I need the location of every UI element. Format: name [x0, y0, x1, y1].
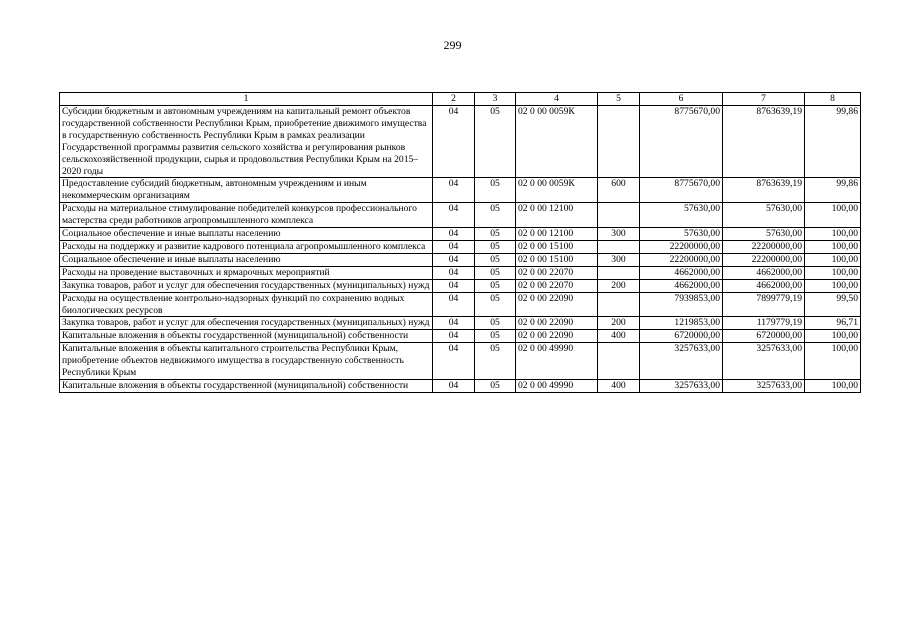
row-section: 04: [433, 330, 475, 343]
row-subsection: 05: [475, 379, 516, 392]
table-row: [60, 292, 861, 317]
row-executed: 22200000,00: [723, 240, 805, 253]
row-name: Расходы на проведение выставочных и ярмарочных мероприятий: [60, 266, 433, 279]
row-expense-type: 600: [598, 178, 640, 203]
row-expense-type: [598, 203, 640, 228]
row-planned: 4662000,00: [640, 279, 723, 292]
row-target-code: 02 0 00 49990: [516, 343, 598, 380]
row-planned: 8775670,00: [640, 178, 723, 203]
row-name: Расходы на осуществление контрольно-надзорных функций по сохранению водных биологических ресурсов: [60, 292, 433, 317]
row-percent: 100,00: [805, 379, 861, 392]
table-row: [60, 330, 861, 343]
column-header-7: 7: [723, 93, 805, 106]
row-name: Субсидии бюджетным и автономным учреждениям на капитальный ремонт объектов государственной собственности Республики Крым, приобретение движимого имущества в государственную собственность Республики Крым в рамках реализации Государственной программы развития сельского хозяйства и регулирования рынков сельскохозяйственной продукции, сырья и продовольствия Республики Крым на 2015–2020 годы: [60, 106, 433, 178]
row-name: Расходы на материальное стимулирование победителей конкурсов профессионального мастерства среди работников агропромышленного комплекса: [60, 203, 433, 228]
row-expense-type: [598, 292, 640, 317]
row-executed: 8763639,19: [723, 106, 805, 178]
row-name: Капитальные вложения в объекты государственной (муниципальной) собственности: [60, 379, 433, 392]
row-executed: 4662000,00: [723, 279, 805, 292]
row-section: 04: [433, 292, 475, 317]
row-subsection: 05: [475, 253, 516, 266]
row-subsection: 05: [475, 330, 516, 343]
row-percent: 100,00: [805, 330, 861, 343]
row-expense-type: [598, 266, 640, 279]
row-expense-type: 200: [598, 279, 640, 292]
column-header-4: 4: [516, 93, 598, 106]
row-percent: 100,00: [805, 203, 861, 228]
column-header-3: 3: [475, 93, 516, 106]
row-executed: 57630,00: [723, 228, 805, 241]
row-expense-type: 400: [598, 379, 640, 392]
column-header-6: 6: [640, 93, 723, 106]
row-name: Предоставление субсидий бюджетным, автономным учреждениям и иным некоммерческим организациям: [60, 178, 433, 203]
row-subsection: 05: [475, 279, 516, 292]
row-subsection: 05: [475, 317, 516, 330]
row-subsection: 05: [475, 106, 516, 178]
table-row: [60, 106, 861, 178]
table-row: [60, 253, 861, 266]
table-row: [60, 203, 861, 228]
row-executed: 1179779,19: [723, 317, 805, 330]
row-planned: 3257633,00: [640, 379, 723, 392]
budget-table: [59, 92, 861, 393]
row-percent: 100,00: [805, 343, 861, 380]
row-executed: 8763639,19: [723, 178, 805, 203]
row-name: Расходы на поддержку и развитие кадрового потенциала агропромышленного комплекса: [60, 240, 433, 253]
row-subsection: 05: [475, 240, 516, 253]
row-target-code: 02 0 00 22090: [516, 317, 598, 330]
row-planned: 8775670,00: [640, 106, 723, 178]
row-target-code: 02 0 00 0059К: [516, 178, 598, 203]
row-section: 04: [433, 317, 475, 330]
column-header-5: 5: [598, 93, 640, 106]
row-executed: 3257633,00: [723, 379, 805, 392]
table-row: [60, 379, 861, 392]
table-row: [60, 240, 861, 253]
row-percent: 99,86: [805, 106, 861, 178]
row-planned: 7939853,00: [640, 292, 723, 317]
row-target-code: 02 0 00 22090: [516, 330, 598, 343]
row-section: 04: [433, 178, 475, 203]
row-percent: 100,00: [805, 228, 861, 241]
column-header-8: 8: [805, 93, 861, 106]
row-expense-type: [598, 106, 640, 178]
row-target-code: 02 0 00 12100: [516, 203, 598, 228]
row-planned: 57630,00: [640, 228, 723, 241]
table-row: [60, 317, 861, 330]
row-section: 04: [433, 203, 475, 228]
row-percent: 99,50: [805, 292, 861, 317]
row-subsection: 05: [475, 178, 516, 203]
row-target-code: 02 0 00 12100: [516, 228, 598, 241]
row-section: 04: [433, 253, 475, 266]
row-name: Капитальные вложения в объекты капитального строительства Республики Крым, приобретение объектов недвижимого имущества в государственную собственность Республики Крым: [60, 343, 433, 380]
row-expense-type: 200: [598, 317, 640, 330]
row-name: Социальное обеспечение и иные выплаты населению: [60, 228, 433, 241]
row-section: 04: [433, 228, 475, 241]
table-row: [60, 266, 861, 279]
row-name: Закупка товаров, работ и услуг для обеспечения государственных (муниципальных) нужд: [60, 279, 433, 292]
row-expense-type: 300: [598, 253, 640, 266]
row-name: Закупка товаров, работ и услуг для обеспечения государственных (муниципальных) нужд: [60, 317, 433, 330]
row-section: 04: [433, 379, 475, 392]
row-planned: 1219853,00: [640, 317, 723, 330]
row-percent: 100,00: [805, 279, 861, 292]
table-body: [60, 106, 861, 393]
row-percent: 100,00: [805, 240, 861, 253]
column-header-2: 2: [433, 93, 475, 106]
table-row: [60, 228, 861, 241]
row-section: 04: [433, 266, 475, 279]
row-subsection: 05: [475, 292, 516, 317]
row-name: Капитальные вложения в объекты государственной (муниципальной) собственности: [60, 330, 433, 343]
row-subsection: 05: [475, 228, 516, 241]
row-executed: 7899779,19: [723, 292, 805, 317]
table-row: [60, 343, 861, 380]
row-subsection: 05: [475, 266, 516, 279]
row-planned: 57630,00: [640, 203, 723, 228]
row-expense-type: 300: [598, 228, 640, 241]
row-percent: 100,00: [805, 253, 861, 266]
row-section: 04: [433, 279, 475, 292]
row-subsection: 05: [475, 203, 516, 228]
table-row: [60, 178, 861, 203]
header-row: [60, 93, 861, 106]
row-target-code: 02 0 00 22090: [516, 292, 598, 317]
row-planned: 4662000,00: [640, 266, 723, 279]
row-target-code: 02 0 00 15100: [516, 253, 598, 266]
row-expense-type: [598, 343, 640, 380]
row-percent: 96,71: [805, 317, 861, 330]
page-number: 299: [443, 38, 462, 52]
row-planned: 3257633,00: [640, 343, 723, 380]
row-executed: 22200000,00: [723, 253, 805, 266]
row-executed: 4662000,00: [723, 266, 805, 279]
row-expense-type: [598, 240, 640, 253]
row-name: Социальное обеспечение и иные выплаты населению: [60, 253, 433, 266]
row-subsection: 05: [475, 343, 516, 380]
row-section: 04: [433, 240, 475, 253]
row-planned: 6720000,00: [640, 330, 723, 343]
row-target-code: 02 0 00 22070: [516, 279, 598, 292]
table-row: [60, 279, 861, 292]
row-executed: 3257633,00: [723, 343, 805, 380]
row-planned: 22200000,00: [640, 253, 723, 266]
row-executed: 57630,00: [723, 203, 805, 228]
row-section: 04: [433, 343, 475, 380]
row-target-code: 02 0 00 49990: [516, 379, 598, 392]
row-expense-type: 400: [598, 330, 640, 343]
row-target-code: 02 0 00 15100: [516, 240, 598, 253]
row-executed: 6720000,00: [723, 330, 805, 343]
row-percent: 100,00: [805, 266, 861, 279]
column-header-1: 1: [60, 93, 433, 106]
row-section: 04: [433, 106, 475, 178]
row-target-code: 02 0 00 22070: [516, 266, 598, 279]
row-target-code: 02 0 00 0059К: [516, 106, 598, 178]
row-planned: 22200000,00: [640, 240, 723, 253]
row-percent: 99,86: [805, 178, 861, 203]
